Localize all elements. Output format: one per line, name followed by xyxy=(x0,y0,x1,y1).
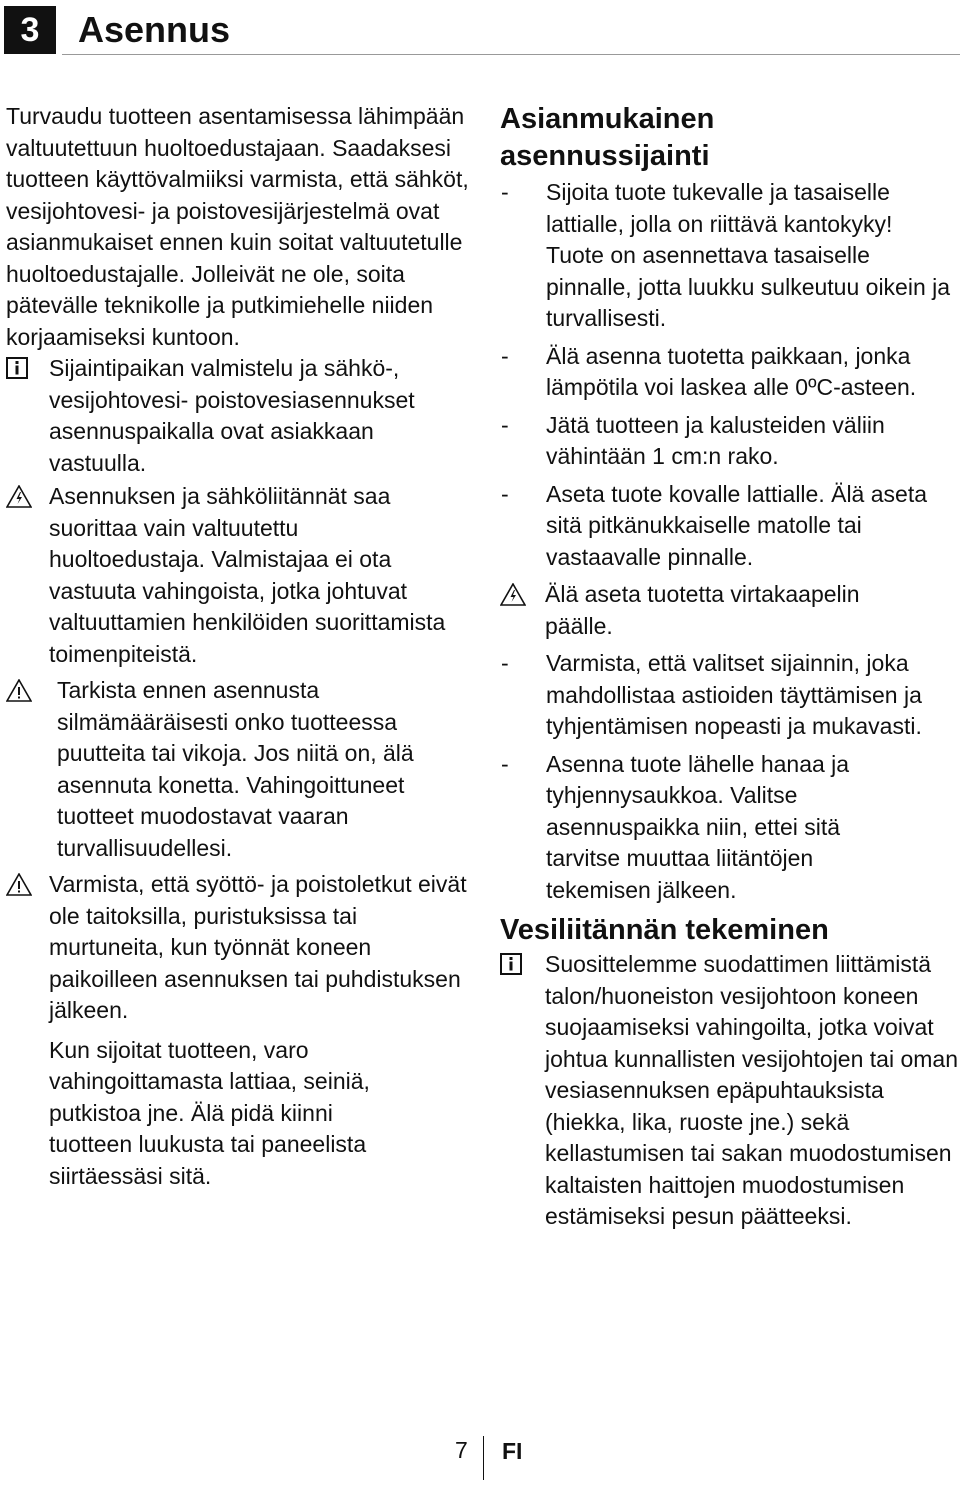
list-item-text: Sijoita tuote tukevalle ja tasaiselle lattialle, jolla on riittävä kantokyky! Tuote on asennettava tasaiselle pinnalle, jotta luukku sulkeutuu oikein ja turvallisesti. xyxy=(546,179,951,331)
list-item xyxy=(500,177,958,335)
list-item xyxy=(500,341,958,404)
footer-divider xyxy=(483,1436,484,1480)
electric-warning-icon xyxy=(6,485,49,508)
list-item-text: Jätä tuotteen ja kalusteiden väliin vähintään 1 cm:n rako. xyxy=(546,411,885,469)
list-dash: - xyxy=(501,342,509,369)
electric-warning-icon xyxy=(500,583,545,606)
list-dash: - xyxy=(501,411,509,438)
list-dash: - xyxy=(501,179,509,205)
intro-paragraph: Turvaudu tuotteen asentamisessa lähimpään valtuutettuun huoltoedustajaan. Saadaksesi tuotteen käyttövalmiiksi varmista, että sähköt, vesijohtovesi- ja poistovesijärjestelmä ovat asianmukaiset ennen kuin soitat valtuutetulle huoltoedustajalle. Jolleivät ne ole, soita pätevälle teknikolle ja putkimiehelle niiden korjaamiseksi kuntoon. xyxy=(6,103,469,350)
warning-hoses-text: Varmista, että syöttö- ja poistoletkut eivät ole taitoksilla, puristuksissa tai murtuneita, kun työnnät koneen paikoilleen asennuksen tai puhdistuksen jälkeen. xyxy=(49,871,467,1023)
list-item xyxy=(500,410,958,473)
info-note-water xyxy=(500,949,958,1233)
list-item xyxy=(500,648,958,743)
warning-icon xyxy=(6,679,57,702)
list-item-text: Varmista, että valitset sijainnin, joka mahdollistaa astioiden täyttämisen ja tyhjentämisen nopeasti ja mukavasti. xyxy=(546,650,922,739)
warning-hoses xyxy=(6,869,474,1027)
list-item-text: Älä asenna tuotetta paikkaan, jonka lämpötila voi laskea alle 0ºC-asteen. xyxy=(546,342,917,400)
header-divider xyxy=(62,54,960,55)
list-item-text: Aseta tuote kovalle lattialle. Älä aseta sitä pitkänukkaiselle matolle tai vastaavalle pinnalle. xyxy=(546,480,928,570)
info-water-text: Suosittelemme suodattimen liittämistä talon/huoneiston vesijohtoon koneen suojaamiseksi vahingoilta, jotka voivat johtua kunnallisten vesijohtojen tai oman vesiasennuksen epäpuhtauksista (hiekka, lika, ruoste jne.) sekä kellastumisen tai sakan muodostumisen kaltaisten haittojen muodostumisen estämiseksi pesun päätteeksi. xyxy=(545,951,958,1229)
warning-check xyxy=(6,675,474,864)
location-list xyxy=(500,177,958,573)
list-item xyxy=(500,749,958,907)
list-item-text: Asenna tuote lähelle hanaa ja tyhjennysaukkoa. Valitse asennuspaikka niin, ettei sitä tarvitse muuttaa liitäntöjen tekemisen jälkeen. xyxy=(546,750,850,903)
heading-location: Asianmukainen asennussijainti xyxy=(500,103,715,172)
chapter-number-box xyxy=(4,6,56,54)
list-item xyxy=(500,479,958,574)
info-icon xyxy=(6,357,49,379)
list-dash: - xyxy=(501,480,509,507)
list-dash: - xyxy=(501,750,509,777)
warning-electric xyxy=(6,481,474,670)
warning-cable-text: Älä aseta tuotetta virtakaapelin päälle. xyxy=(545,581,860,639)
left-column xyxy=(6,101,474,1192)
page-number: 7 xyxy=(455,1437,468,1463)
language-code: FI xyxy=(502,1438,523,1464)
right-column xyxy=(500,101,958,1233)
warning-icon xyxy=(6,873,49,896)
chapter-number: 3 xyxy=(20,10,40,49)
warning-cable xyxy=(500,579,958,642)
warning-electric-text: Asennuksen ja sähköliitännät saa suorittaa vain valtuutettu huoltoedustaja. Valmistajaa ei ota vastuuta vahingoista, jotka johtuvat valtuuttamien henkilöiden suorittamista toimenpiteistä. xyxy=(49,483,446,667)
placement-note: Kun sijoitat tuotteen, varo vahingoittamasta lattiaa, seiniä, putkistoa jne. Älä pidä kiinni tuotteen luukusta tai paneelista siirtäessäsi sitä. xyxy=(49,1036,370,1189)
chapter-header xyxy=(0,0,960,60)
info-icon xyxy=(500,953,545,975)
heading-water: Vesiliitännän tekeminen xyxy=(500,914,829,946)
list-dash: - xyxy=(501,650,509,676)
warning-check-text: Tarkista ennen asennusta silmämääräisesti onko tuotteessa puutteita tai vikoja. Jos niitä on, älä asennuta konetta. Vahingoittuneet tuotteet muodostavat vaaran turvallisuudellesi. xyxy=(57,677,414,861)
info-note-site xyxy=(6,353,474,479)
chapter-title: Asennus xyxy=(78,9,231,50)
location-list-2 xyxy=(500,648,958,906)
info-note-text: Sijaintipaikan valmistelu ja sähkö-, vesijohtovesi- poistovesiasennukset asennuspaikalla ovat asiakkaan vastuulla. xyxy=(49,355,415,476)
